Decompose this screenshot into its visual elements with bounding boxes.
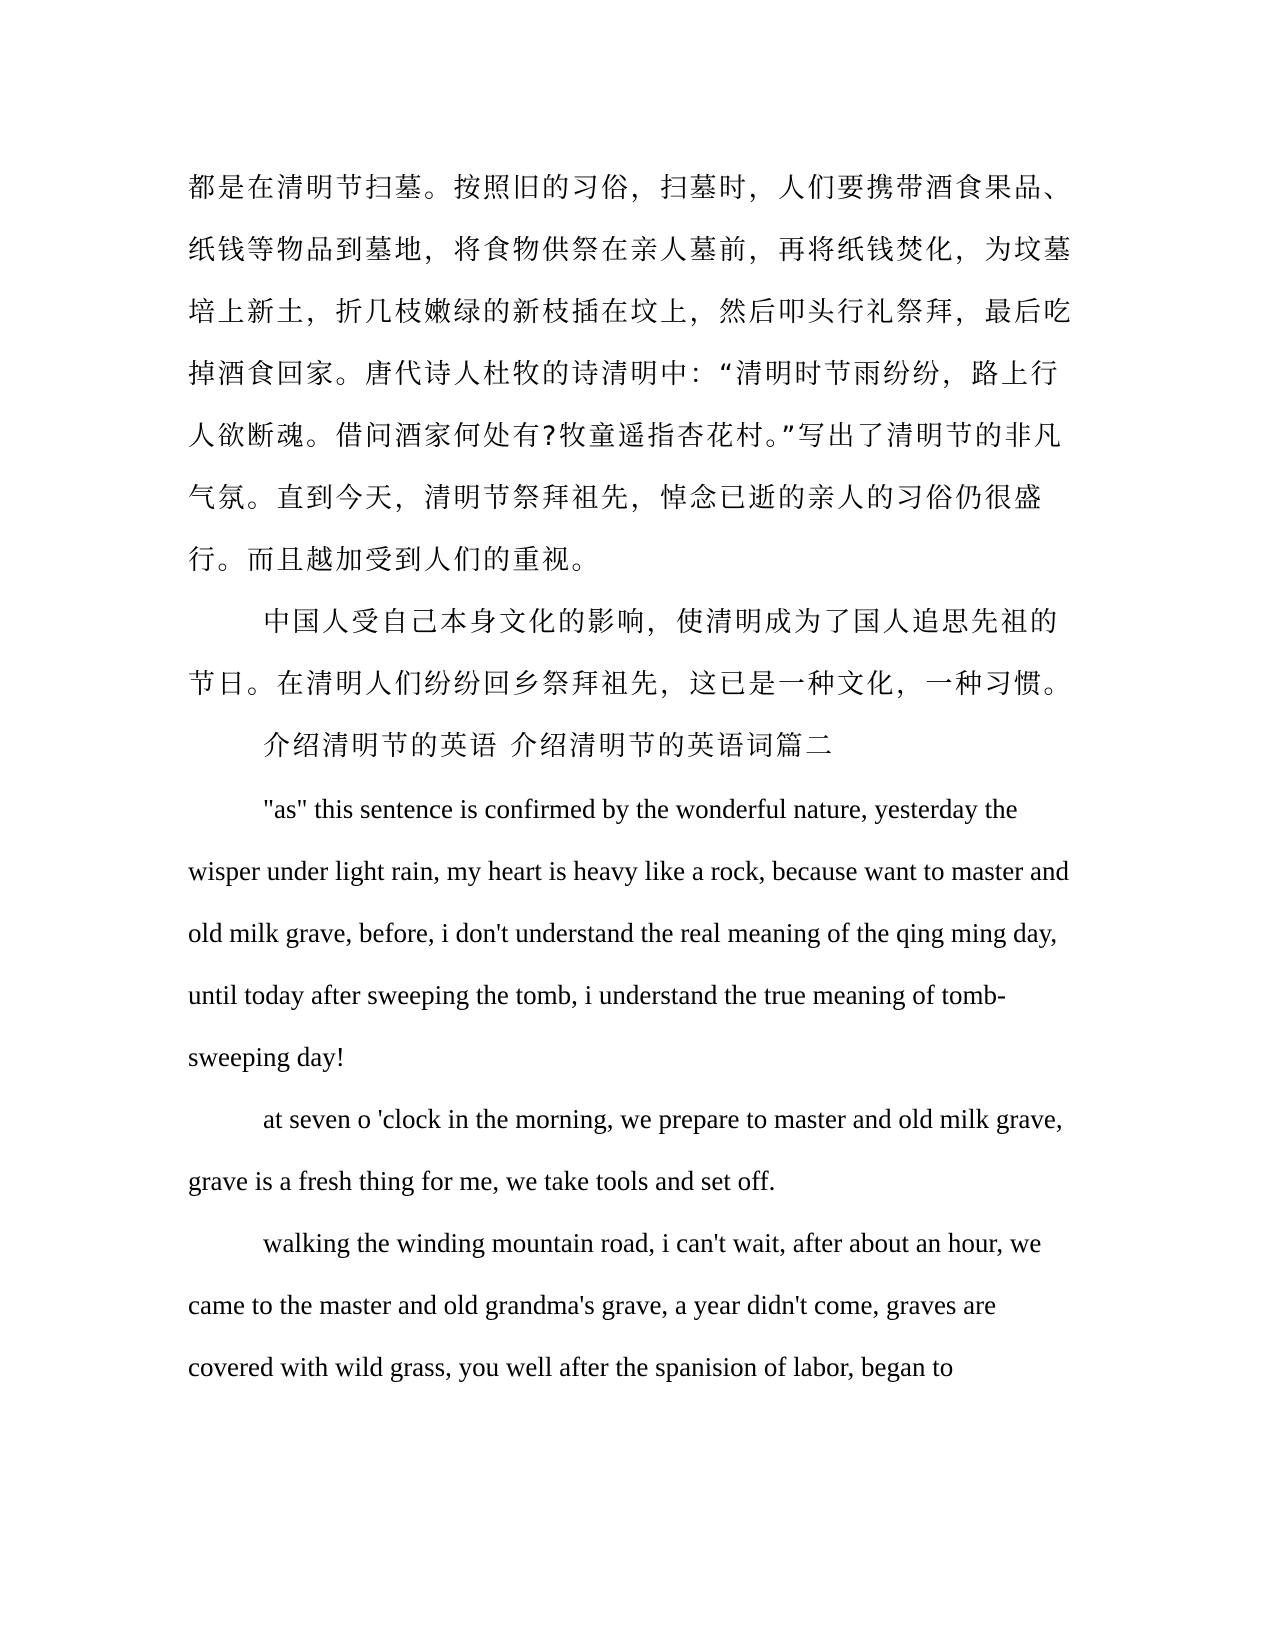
- document-body: [188, 158, 1080, 1398]
- paragraph-qingming-customs: 都是在清明节扫墓。按照旧的习俗，扫墓时，人们要携带酒食果品、纸钱等物品到墓地，将食物供祭在亲人墓前，再将纸钱焚化，为坟墓培上新土，折几枝嫩绿的新枝插在坟上，然后叩头行礼祭拜，最后吃掉酒食回家。唐代诗人杜牧的诗清明中：“清明时节雨纷纷，路上行人欲断魂。借问酒家何处有?牧童遥指杏花村。”写出了清明节的非凡气氛。直到今天，清明节祭拜祖先，悼念已逝的亲人的习俗仍很盛行。而且越加受到人们的重视。: [188, 173, 1073, 576]
- section-heading-part-two: 介绍清明节的英语 介绍清明节的英语词篇二: [263, 731, 835, 762]
- paragraph-english-mountain-road: walking the winding mountain road, i can't wait, after about an hour, we came to the master and old grandma's grave, a year didn't come, graves are covered with wild grass, you well after the spanision of labor, began to: [188, 1228, 1042, 1382]
- paragraph-chinese-culture: 中国人受自己本身文化的影响，使清明成为了国人追思先祖的节日。在清明人们纷纷回乡祭拜祖先，这已是一种文化，一种习惯。: [188, 607, 1073, 700]
- paragraph-english-morning: at seven o 'clock in the morning, we prepare to master and old milk grave, grave is a fresh thing for me, we take tools and set off.: [188, 1104, 1063, 1196]
- paragraph-english-intro: "as" this sentence is confirmed by the wonderful nature, yesterday the wisper under light rain, my heart is heavy like a rock, because want to master and old milk grave, before, i don't understand the real meaning of the qing ming day, until today after sweeping the tomb, i understand the true meaning of tomb-sweeping day!: [188, 794, 1069, 1072]
